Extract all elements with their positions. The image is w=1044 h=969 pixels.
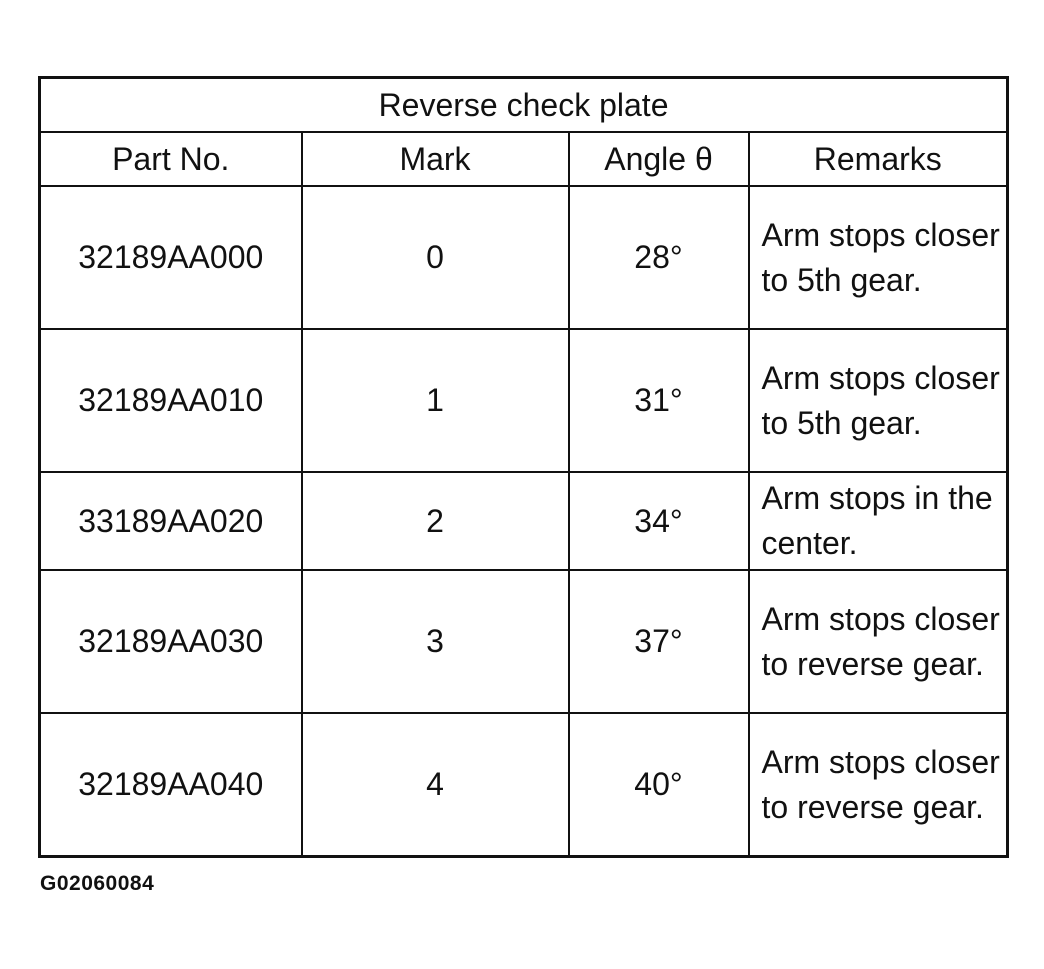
mark-cell: 1 [302, 329, 569, 472]
part-number-cell: 32189AA000 [40, 186, 302, 329]
angle-cell: 34° [569, 472, 749, 570]
table-title-row [40, 78, 1008, 133]
table-row [40, 472, 1008, 570]
angle-cell: 40° [569, 713, 749, 857]
remarks-cell: Arm stops closer to reverse gear. [749, 713, 1008, 857]
remarks-cell: Arm stops closer to reverse gear. [749, 570, 1008, 713]
remarks-cell: Arm stops in the center. [749, 472, 1008, 570]
angle-cell: 28° [569, 186, 749, 329]
column-header-part-no: Part No. [40, 132, 302, 186]
reverse-check-plate-table [38, 76, 1009, 858]
mark-cell: 3 [302, 570, 569, 713]
remarks-cell: Arm stops closer to 5th gear. [749, 329, 1008, 472]
part-number-cell: 32189AA010 [40, 329, 302, 472]
mark-cell: 2 [302, 472, 569, 570]
angle-cell: 31° [569, 329, 749, 472]
table-title: Reverse check plate [40, 78, 1008, 133]
mark-cell: 0 [302, 186, 569, 329]
part-number-cell: 32189AA030 [40, 570, 302, 713]
table-row [40, 186, 1008, 329]
table-header-row [40, 132, 1008, 186]
column-header-mark: Mark [302, 132, 569, 186]
angle-cell: 37° [569, 570, 749, 713]
remarks-cell: Arm stops closer to 5th gear. [749, 186, 1008, 329]
figure-id: G02060084 [40, 872, 155, 895]
mark-cell: 4 [302, 713, 569, 857]
column-header-remarks: Remarks [749, 132, 1008, 186]
table-row [40, 713, 1008, 857]
table-row [40, 570, 1008, 713]
part-number-cell: 32189AA040 [40, 713, 302, 857]
column-header-angle: Angle θ [569, 132, 749, 186]
table-row [40, 329, 1008, 472]
part-number-cell: 33189AA020 [40, 472, 302, 570]
